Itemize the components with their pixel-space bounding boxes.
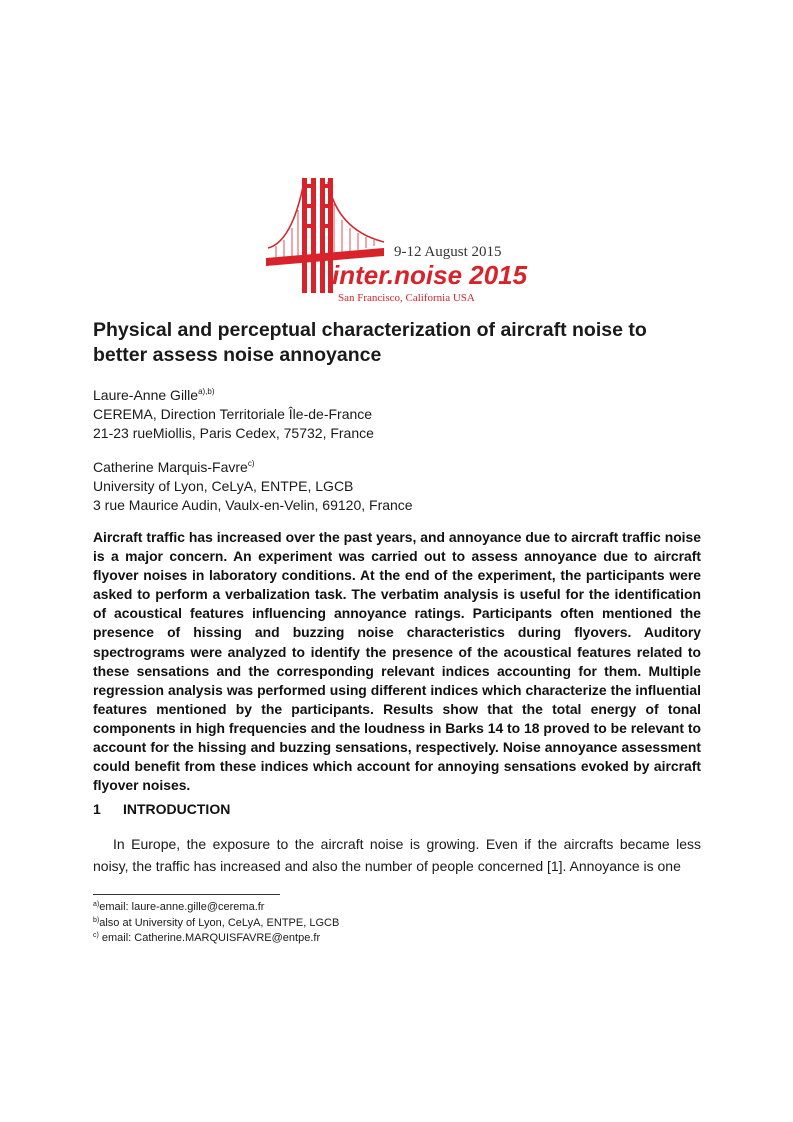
author-1 — [93, 386, 374, 443]
author-address: 21-23 rueMiollis, Paris Cedex, 75732, France — [93, 425, 374, 441]
section-title: INTRODUCTION — [123, 801, 231, 817]
footnote — [93, 916, 339, 932]
section-heading — [93, 800, 230, 818]
author-2 — [93, 458, 413, 515]
logo-location: San Francisco, California USA — [338, 292, 475, 304]
author-affiliation: University of Lyon, CeLyA, ENTPE, LGCB — [93, 478, 354, 494]
section-number: 1 — [93, 801, 101, 817]
conference-logo — [262, 170, 542, 310]
paper-title: Physical and perceptual characterization of aircraft noise to better assess noise annoyance — [93, 319, 647, 366]
author-address: 3 rue Maurice Audin, Vaulx-en-Velin, 69120, France — [93, 497, 413, 513]
author-marks: c) — [247, 459, 255, 468]
footnote-mark: a) — [93, 901, 100, 908]
footnote-text: also at University of Lyon, CeLyA, ENTPE, LGCB — [99, 916, 340, 929]
footnote — [93, 900, 339, 916]
logo-dates: 9-12 August 2015 — [394, 244, 502, 260]
footnote — [93, 931, 339, 947]
logo-name: inter.noise 2015 — [332, 260, 528, 290]
author-marks: a),b) — [198, 387, 215, 396]
footnote-mark: b) — [93, 916, 100, 924]
footnote-mark: c) — [93, 932, 99, 939]
golden-gate-bridge-icon — [262, 170, 542, 310]
author-affiliation: CEREMA, Direction Territoriale Île-de-France — [93, 406, 373, 422]
author-name: Laure-Anne Gille — [93, 387, 199, 403]
footnote-text: email: Catherine.MARQUISFAVRE@entpe.fr — [98, 932, 321, 944]
footnote-divider — [93, 894, 280, 895]
abstract: Aircraft traffic has increased over the past years, and annoyance due to aircraft traffic noise is a major concern. An experiment was carried out to assess annoyance due to aircraft flyover noises in laboratory conditions. At the end of the experiment, the participants were asked to perform a verbalization task. The verbatim analysis is useful for the identification of acoustical features influencing annoyance ratings. Participants often mentioned the presence of hissing and buzzing noise characteristics during flyovers. Auditory spectrograms were analyzed to identify the presence of the acoustical features related to these sensations and the corresponding relevant indices accounting for them. Multiple regression analysis was performed using different indices which characterize the influential features mentioned by the participants. Results show that the total energy of tonal components in high frequencies and the loudness in Barks 14 to 18 proved to be relevant to account for the hissing and buzzing sensations, respectively. Noise annoyance assessment could benefit from these indices which account for annoying sensations evoked by aircraft flyover noises. — [93, 529, 701, 794]
author-name: Catherine Marquis-Favre — [93, 459, 248, 475]
intro-paragraph: In Europe, the exposure to the aircraft noise is growing. Even if the aircrafts became less noisy, the traffic has increased and also the number of people concerned [1]. Annoyance is one — [93, 836, 701, 874]
footnotes — [93, 900, 339, 947]
footnote-text: email: laure-anne.gille@cerema.fr — [99, 901, 265, 913]
